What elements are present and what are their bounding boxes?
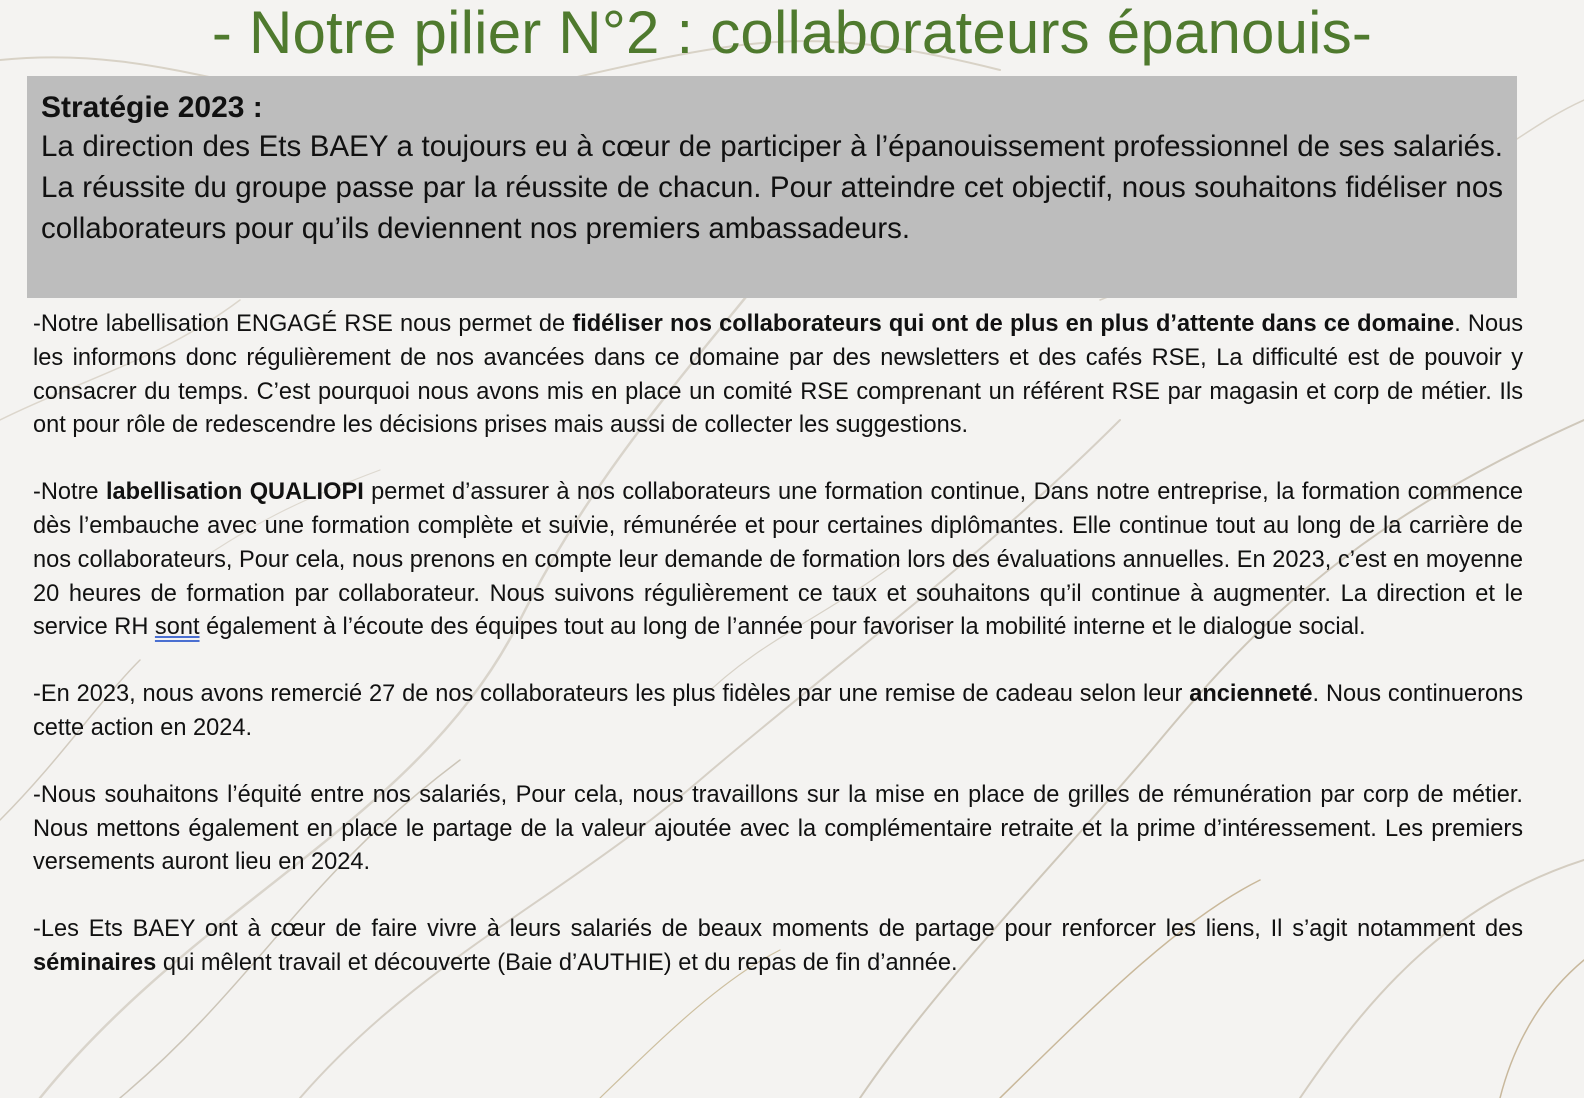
bold-span: fidéliser nos collaborateurs qui ont de plus en plus d’attente dans ce domaine bbox=[572, 311, 1455, 337]
text-span: -Nous souhaitons l’équité entre nos salariés, Pour cela, nous travaillons sur la mise en place de grilles de rémunération par corp de métier. Nous mettons également en place le partage de la valeur ajoutée avec la complémentaire retraite et la prime d’intéressement. Les premiers versements auront lieu en 2024. bbox=[33, 781, 1523, 876]
grammar-underlined-word: sont bbox=[154, 614, 200, 641]
bold-span: séminaires bbox=[33, 949, 157, 976]
paragraph-qualiopi bbox=[33, 476, 1523, 645]
paragraph-equite bbox=[33, 779, 1523, 880]
strategy-heading: Stratégie 2023 : bbox=[41, 91, 263, 124]
text-span: -En 2023, nous avons remercié 27 de nos collaborateurs les plus fidèles par une remise de cadeau selon leur bbox=[33, 681, 1190, 708]
text-span: -Notre labellisation ENGAGÉ RSE nous permet de bbox=[33, 311, 573, 337]
text-span: qui mêlent travail et découverte (Baie d’AUTHIE) et du repas de fin d’année. bbox=[156, 949, 958, 976]
text-span: permet d’assurer à nos collaborateurs une formation continue, Dans notre entreprise, la formation commence dès l’embauche avec une formation complète et suivie, rémunérée et pour certaines diplômantes. Elle continue tout au long de la carrière de nos collaborateurs, Pour cela, nous prenons en compte leur demande de formation lors des évaluations annuelles. En 2023, c’est en moyenne 20 heures de formation par collaborateur. Nous suivons régulièrement ce taux et souhaitons qu’il continue à augmenter. La direction et le service RH bbox=[33, 479, 1524, 641]
bold-span: labellisation QUALIOPI bbox=[105, 479, 364, 506]
text-span: . Nous les informons donc régulièrement de nos avancées dans ce domaine par des newsletters et des cafés RSE, La difficulté est de pouvoir y consacrer du temps. C’est pourquoi nous avons mis en place un comité RSE comprenant un référent RSE par magasin et corp de métier. Ils ont pour rôle de redescendre les décisions prises mais aussi de collecter les suggestions. bbox=[33, 311, 1523, 439]
page-title: - Notre pilier N°2 : collaborateurs épanouis- bbox=[211, 0, 1373, 66]
text-span: également à l’écoute des équipes tout au long de l’année pour favoriser la mobilité interne et le dialogue social. bbox=[199, 614, 1366, 641]
paragraph-anciennete bbox=[33, 678, 1523, 746]
paragraph-seminaires bbox=[33, 913, 1523, 981]
paragraph-engage-rse bbox=[33, 308, 1523, 443]
strategy-text: La direction des Ets BAEY a toujours eu à cœur de participer à l’épanouissement professionnel de ses salariés. La réussite du groupe passe par la réussite de chacun. Pour atteindre cet objectif, nous souhaitons fidéliser nos collaborateurs pour qu’ils deviennent nos premiers ambassadeurs. bbox=[41, 130, 1503, 245]
text-span: . Nous continuerons cette action en 2024. bbox=[33, 681, 1523, 741]
bold-span: ancienneté bbox=[1189, 681, 1313, 708]
text-span: -Notre bbox=[33, 479, 106, 506]
strategy-box bbox=[27, 76, 1517, 298]
body-text bbox=[33, 308, 1523, 1014]
text-span: -Les Ets BAEY ont à cœur de faire vivre à leurs salariés de beaux moments de partage pour renforcer les liens, Il s’agit notamment des bbox=[33, 916, 1523, 943]
